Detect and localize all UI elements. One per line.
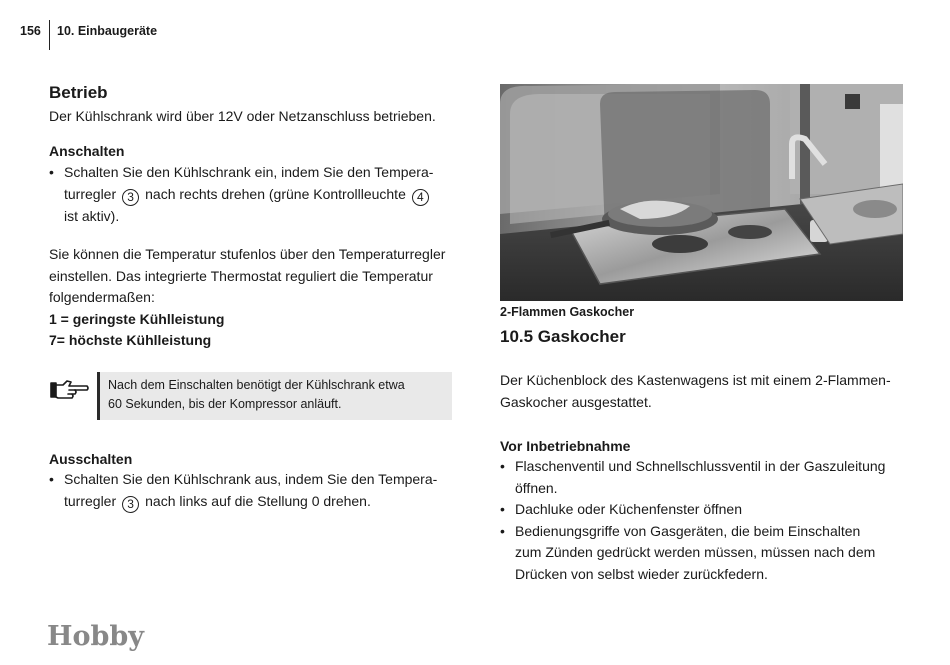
list-item bbox=[500, 499, 920, 521]
vor-item-3-line-2: zum Zünden gedrückt werden müssen, müssen nach dem bbox=[515, 544, 876, 560]
pointing-hand-icon bbox=[50, 377, 90, 401]
vor-item-3-line-1: Bedienungsgriffe von Gasgeräten, die beim Einschalten bbox=[515, 522, 861, 539]
photo-caption: 2-Flammen Gaskocher bbox=[500, 305, 635, 319]
level-min: 1 = geringste Kühlleistung bbox=[49, 310, 225, 327]
bullet-glyph: • bbox=[49, 471, 54, 487]
ausschalten-list bbox=[49, 469, 459, 513]
circled-number-3: 3 bbox=[122, 189, 139, 206]
list-item bbox=[500, 521, 920, 586]
note-line-2: 60 Sekunden, bis der Kompressor anläuft. bbox=[108, 397, 342, 411]
list-item bbox=[49, 162, 459, 227]
gas-intro-line-2: Gaskocher ausgestattet. bbox=[500, 393, 652, 410]
list-item bbox=[500, 456, 920, 499]
anschalten-list bbox=[49, 162, 459, 227]
temp-line-3: folgendermaßen: bbox=[49, 289, 155, 305]
anschalten-line-1: Schalten Sie den Kühlschrank ein, indem Sie den Tempera- bbox=[64, 164, 434, 180]
subheading-ausschalten: Ausschalten bbox=[49, 451, 133, 467]
bullet-glyph: • bbox=[500, 458, 505, 474]
ausschalten-line-2b: nach links auf die Stellung 0 drehen. bbox=[145, 492, 371, 509]
vor-item-2-line-1: Dachluke oder Küchenfenster öffnen bbox=[515, 501, 743, 517]
section-heading-betrieb: Betrieb bbox=[49, 83, 108, 102]
page-number: 156 bbox=[20, 24, 41, 38]
anschalten-line-3: ist aktiv). bbox=[64, 207, 120, 224]
ausschalten-line-2a: turregler bbox=[64, 492, 117, 509]
bullet-glyph: • bbox=[500, 522, 505, 539]
gas-stove-photo bbox=[500, 84, 903, 301]
subheading-anschalten: Anschalten bbox=[49, 143, 125, 159]
ausschalten-line-1: Schalten Sie den Kühlschrank aus, indem Sie den Tempera- bbox=[64, 471, 438, 487]
subheading-vor-inbetriebnahme: Vor Inbetriebnahme bbox=[500, 438, 631, 454]
circled-number-3: 3 bbox=[122, 496, 139, 513]
level-max: 7= höchste Kühlleistung bbox=[49, 332, 212, 348]
section-heading-gaskocher: 10.5 Gaskocher bbox=[500, 327, 626, 346]
bullet-glyph: • bbox=[49, 164, 54, 180]
gas-stove-illustration bbox=[500, 84, 903, 301]
intro-paragraph: Der Kühlschrank wird über 12V oder Netzanschluss betrieben. bbox=[49, 108, 436, 124]
vor-item-3-line-3: Drücken von selbst wieder zurückfedern. bbox=[515, 565, 768, 582]
anschalten-line-2b: nach rechts drehen (grüne Kontrollleuchte bbox=[145, 185, 406, 202]
hobby-logo: Hobby bbox=[47, 621, 144, 652]
list-item bbox=[49, 469, 459, 513]
circled-number-4: 4 bbox=[412, 189, 429, 206]
gaskocher-intro bbox=[500, 370, 920, 413]
vor-inbetriebnahme-list bbox=[500, 456, 920, 585]
anschalten-line-2a: turregler bbox=[64, 185, 117, 202]
temperature-paragraph bbox=[49, 244, 469, 352]
note-line-1: Nach dem Einschalten benötigt der Kühlschrank etwa bbox=[108, 378, 405, 392]
temp-line-2: einstellen. Das integrierte Thermostat reguliert die Temperatur bbox=[49, 267, 433, 284]
vor-item-1-line-2: öffnen. bbox=[515, 479, 558, 496]
note-box bbox=[97, 372, 452, 420]
temp-line-1: Sie können die Temperatur stufenlos über den Temperaturregler bbox=[49, 246, 446, 262]
vor-item-1-line-1: Flaschenventil und Schnellschlussventil in der Gaszuleitung bbox=[515, 458, 886, 474]
gas-intro-line-1: Der Küchenblock des Kastenwagens ist mit einem 2-Flammen- bbox=[500, 372, 891, 388]
header-divider bbox=[49, 20, 50, 50]
chapter-title: 10. Einbaugeräte bbox=[57, 24, 158, 38]
bullet-glyph: • bbox=[500, 501, 505, 517]
